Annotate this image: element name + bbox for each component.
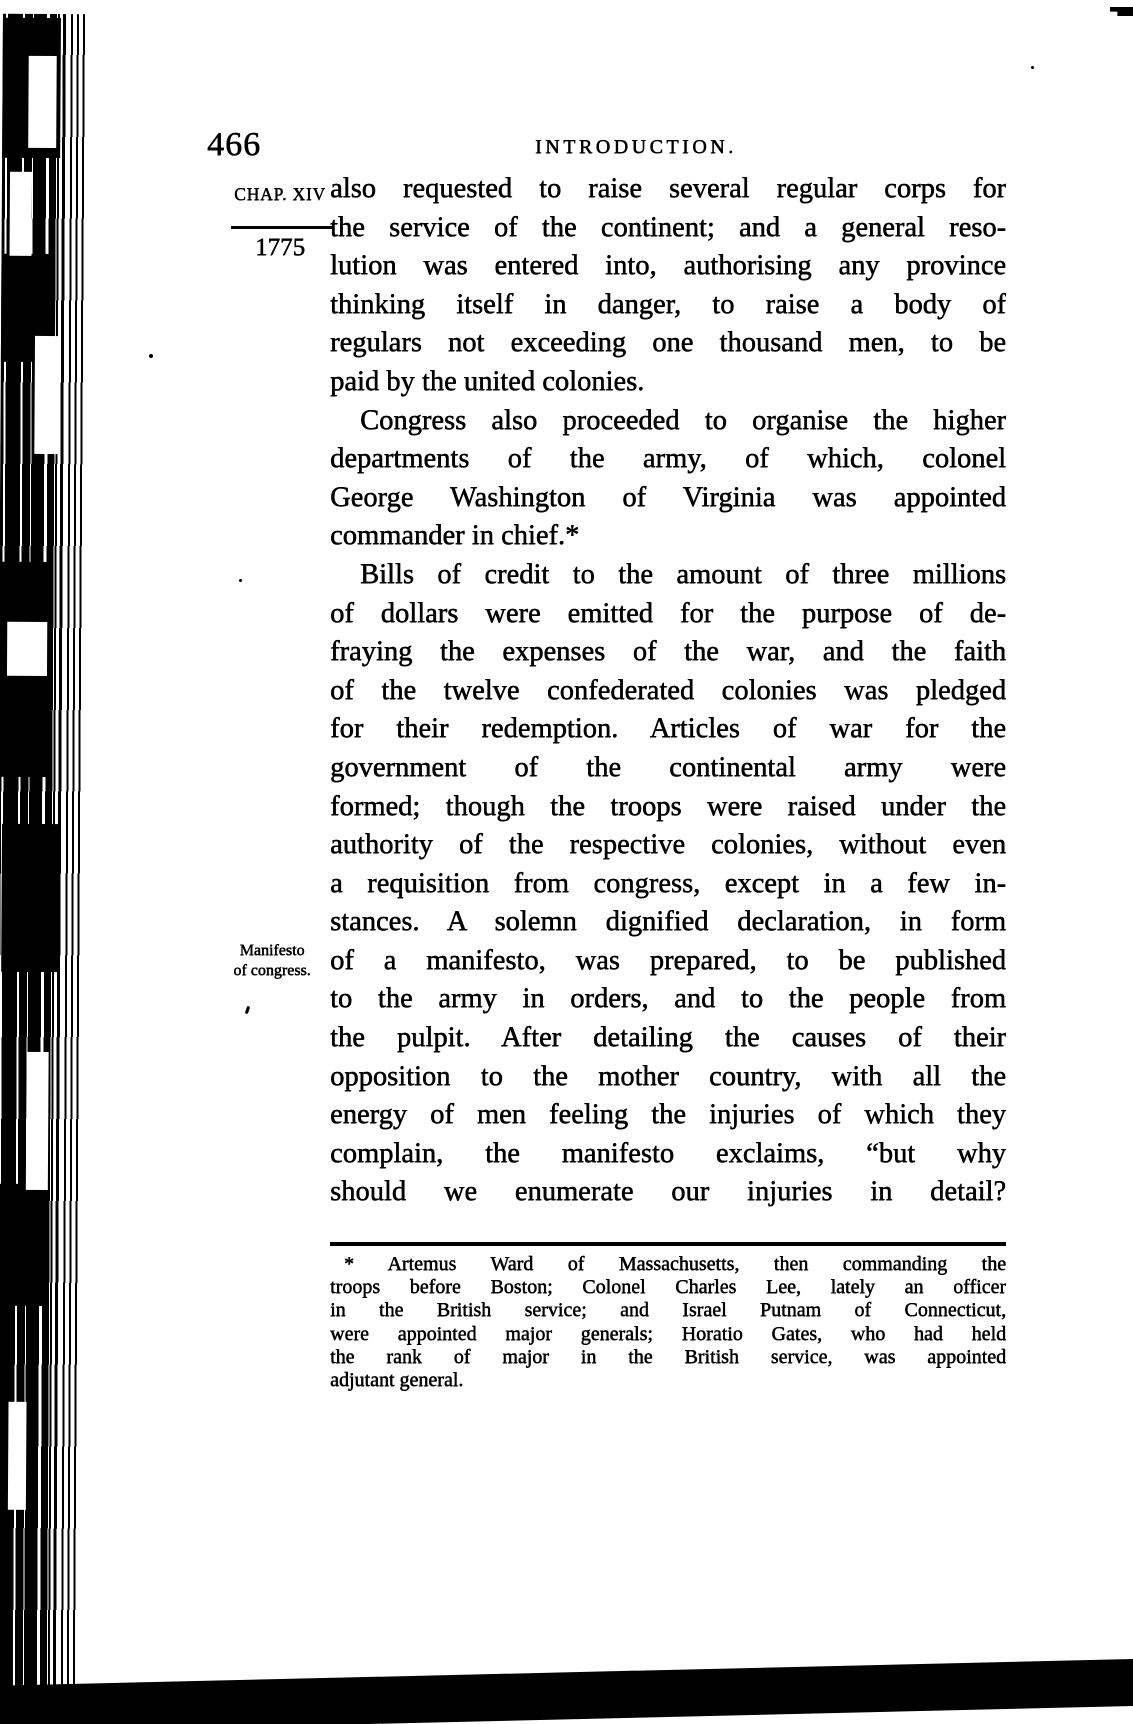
chapter-label: CHAP. XIV	[234, 184, 326, 204]
ink-speck	[245, 1006, 250, 1015]
body-line: thinking itself in danger, to raise a body of	[330, 288, 1006, 320]
body-line: Congress also proceeded to organise the higher	[360, 404, 1006, 436]
body-line: of a manifesto, was prepared, to be published	[330, 944, 1006, 976]
ink-speck	[149, 354, 153, 358]
gutter-gap	[28, 56, 57, 148]
gutter-gap	[26, 1052, 49, 1190]
body-line: opposition to the mother country, with all the	[330, 1060, 1006, 1092]
scan-bottom-bar	[0, 1658, 1133, 1724]
footnote	[330, 1253, 1006, 1392]
body-line: government of the continental army were	[330, 751, 1006, 783]
side-note-manifesto	[208, 941, 336, 980]
body-line: authority of the respective colonies, without even	[330, 829, 1006, 861]
body-line: George Washington of Virginia was appointed	[330, 481, 1006, 513]
body-line: energy of men feeling the injuries of which they	[330, 1099, 1006, 1131]
body-line: regulars not exceeding one thousand men, to be	[330, 327, 1006, 359]
footnote-line: adjutant general.	[330, 1368, 464, 1391]
side-note-line: Manifesto	[239, 942, 305, 959]
body-line: of the twelve confederated colonies was pledged	[330, 674, 1006, 706]
footnote-rule	[330, 1242, 1006, 1246]
body-line: fraying the expenses of the war, and the faith	[330, 636, 1006, 668]
scan-corner-mark	[1110, 7, 1133, 16]
gutter-gap	[8, 1402, 27, 1510]
gutter-blob	[1, 824, 60, 972]
body-line: commander in chief.*	[330, 520, 580, 552]
footnote-line: were appointed major generals; Horatio Gates, who had held	[330, 1322, 1006, 1345]
body-line: formed; though the troops were raised under the	[330, 790, 1006, 822]
body-line: complain, the manifesto exclaims, “but why	[330, 1137, 1006, 1169]
body-line: a requisition from congress, except in a few in-	[330, 867, 1006, 899]
footnote-line: * Artemus Ward of Massachusetts, then commanding the	[344, 1253, 1006, 1275]
running-header: INTRODUCTION.	[535, 136, 737, 158]
footnote-line: the rank of major in the British service, was appointed	[330, 1345, 1006, 1368]
gutter-gap	[10, 172, 33, 256]
body-text	[330, 170, 1006, 1212]
body-line: departments of the army, of which, colonel	[330, 443, 1006, 475]
year-label: 1775	[255, 234, 305, 261]
body-line: paid by the united colonies.	[330, 365, 645, 397]
ink-speck	[1031, 66, 1034, 69]
scan-gutter-artifact	[0, 14, 91, 1691]
body-line: Bills of credit to the amount of three millions	[360, 558, 1006, 590]
body-line: stances. A solemn dignified declaration, in form	[330, 906, 1006, 938]
body-line: of dollars were emitted for the purpose of de-	[330, 597, 1006, 629]
side-note-line: of congress.	[233, 961, 311, 979]
ink-speck	[239, 579, 242, 582]
body-line: lution was entered into, authorising any province	[330, 250, 1006, 282]
chapter-rule	[231, 226, 333, 229]
page-number: 466	[207, 126, 261, 163]
footnote-line: troops before Boston; Colonel Charles Lee, lately an officer	[330, 1276, 1006, 1299]
body-line: for their redemption. Articles of war for the	[330, 713, 1006, 745]
body-line: to the army in orders, and to the people from	[330, 983, 1006, 1015]
gutter-gap	[34, 336, 59, 454]
body-line: the service of the continent; and a general reso-	[330, 211, 1006, 243]
footnote-line: in the British service; and Israel Putnam of Connecticut,	[330, 1299, 1006, 1322]
body-line: the pulpit. After detailing the causes of their	[330, 1022, 1006, 1054]
gutter-gap	[7, 622, 47, 676]
body-line: also requested to raise several regular corps for	[330, 173, 1006, 204]
body-line: should we enumerate our injuries in detail?	[330, 1176, 1006, 1208]
gutter-blob	[0, 1184, 46, 1306]
